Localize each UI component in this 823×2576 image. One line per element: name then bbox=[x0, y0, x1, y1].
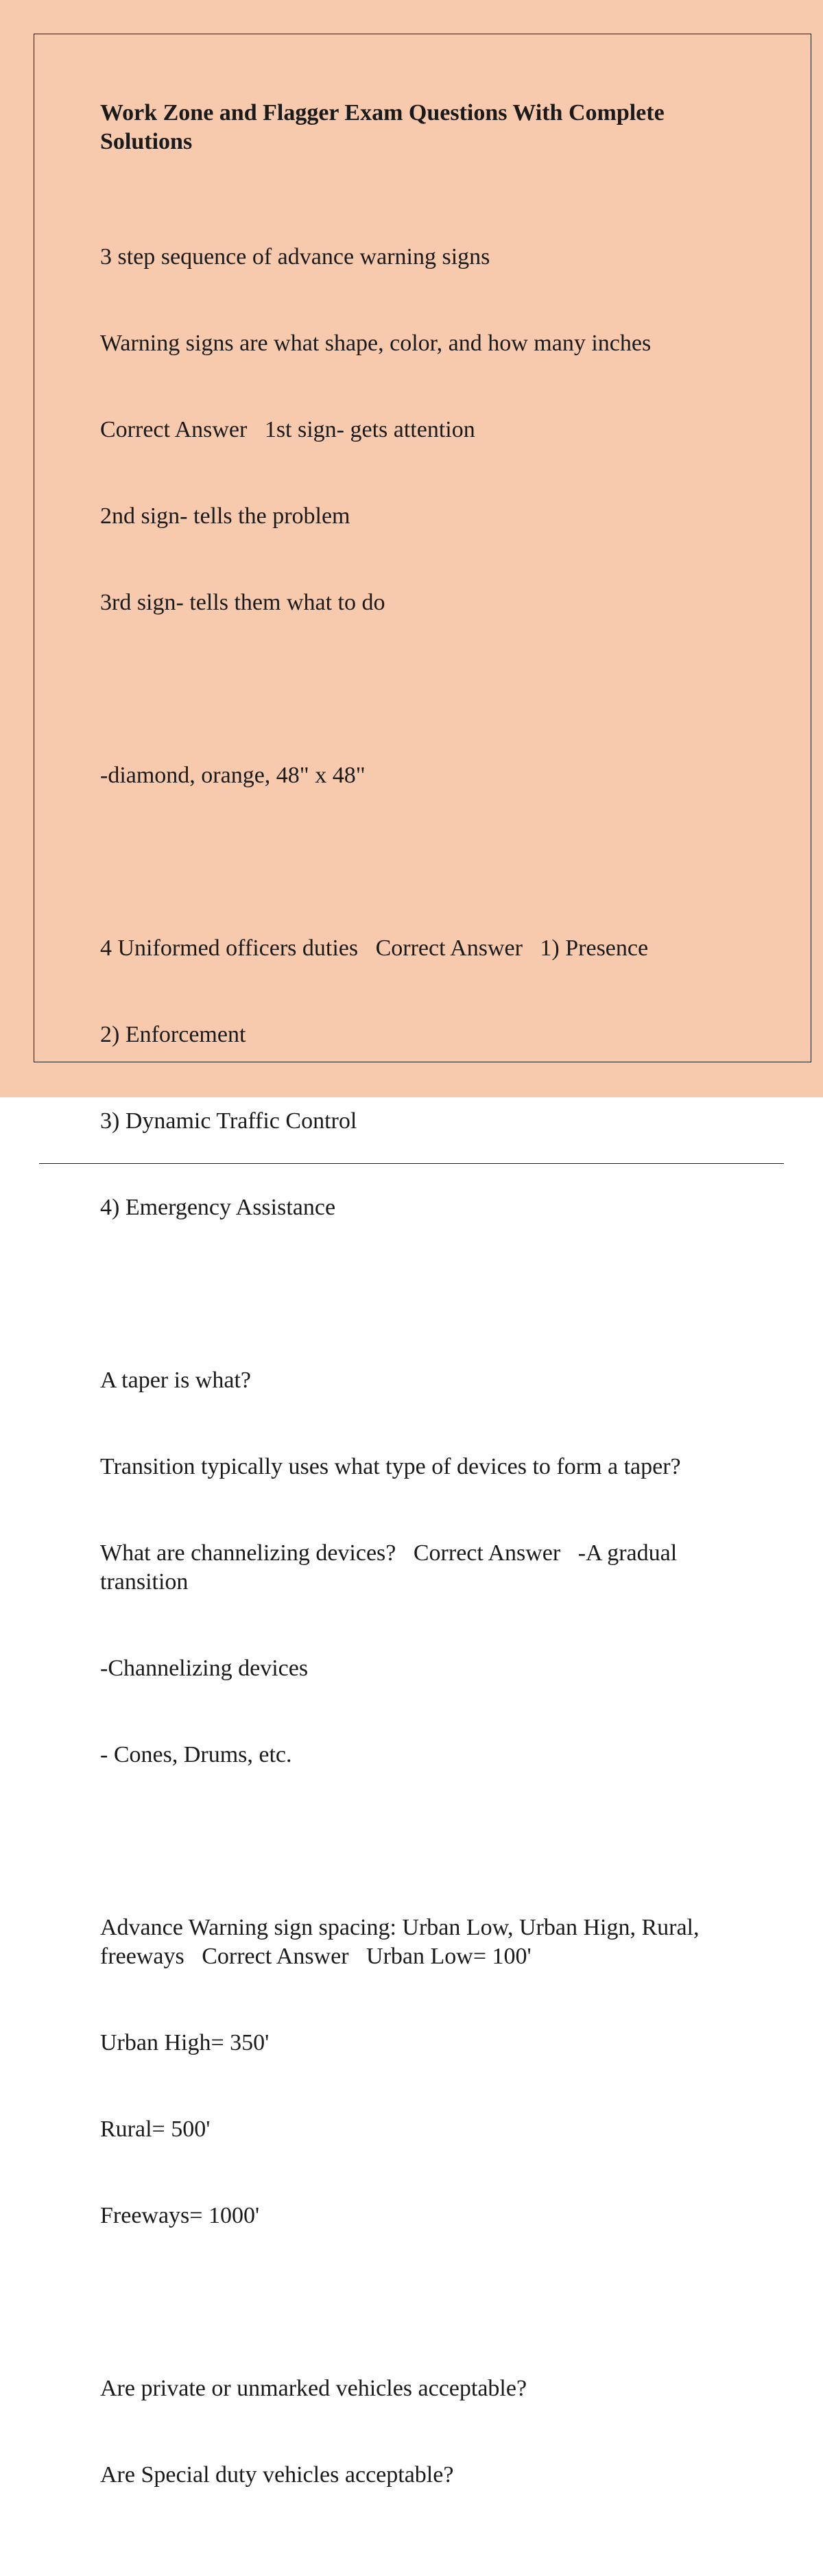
text-line: Are Special duty vehicles acceptable? bbox=[100, 2462, 454, 2488]
text-line: What are channelizing devices? Correct Answer -A gradual transition bbox=[100, 1540, 683, 1595]
text-line: - Cones, Drums, etc. bbox=[100, 1742, 292, 1767]
qa-block-sign-shape bbox=[100, 704, 759, 848]
text-line: 3 step sequence of advance warning signs bbox=[100, 244, 490, 270]
qa-block-sign-spacing bbox=[100, 1856, 759, 2288]
text-line: Transition typically uses what type of devices to form a taper? bbox=[100, 1454, 681, 1479]
qa-block-advance-warning bbox=[100, 185, 759, 675]
text-line: Freeways= 1000' bbox=[100, 2203, 260, 2228]
qa-block-taper bbox=[100, 1309, 759, 1827]
document-title: Work Zone and Flagger Exam Questions With Complete Solutions bbox=[100, 100, 665, 154]
text-line: A taper is what? bbox=[100, 1368, 251, 1393]
text-line: -Channelizing devices bbox=[100, 1656, 309, 1681]
text-line: 3) Dynamic Traffic Control bbox=[100, 1108, 357, 1134]
text-line: Rural= 500' bbox=[100, 2116, 211, 2142]
text-line: 3rd sign- tells them what to do bbox=[100, 590, 385, 615]
text-line: Advance Warning sign spacing: Urban Low, Urban Hign, Rural, freeways Correct Answer Urban Low= 100' bbox=[100, 1915, 706, 1969]
text-line: -diamond, orange, 48" x 48" bbox=[100, 763, 366, 788]
text-line: Are private or unmarked vehicles acceptable? bbox=[100, 2376, 527, 2401]
text-line: 4 Uniformed officers duties Correct Answer 1) Presence bbox=[100, 935, 649, 961]
qa-block-vehicles bbox=[100, 2317, 759, 2547]
text-line: Warning signs are what shape, color, and how many inches bbox=[100, 331, 652, 356]
text-line: Correct Answer 1st sign- gets attention bbox=[100, 417, 475, 442]
document-body bbox=[100, 99, 759, 2576]
footer-divider bbox=[39, 1163, 784, 1164]
text-line: 2) Enforcement bbox=[100, 1022, 246, 1047]
qa-block-officer-duties bbox=[100, 876, 759, 1280]
text-line: 2nd sign- tells the problem bbox=[100, 503, 350, 529]
text-line: 4) Emergency Assistance bbox=[100, 1195, 336, 1220]
text-line: Urban High= 350' bbox=[100, 2030, 270, 2055]
